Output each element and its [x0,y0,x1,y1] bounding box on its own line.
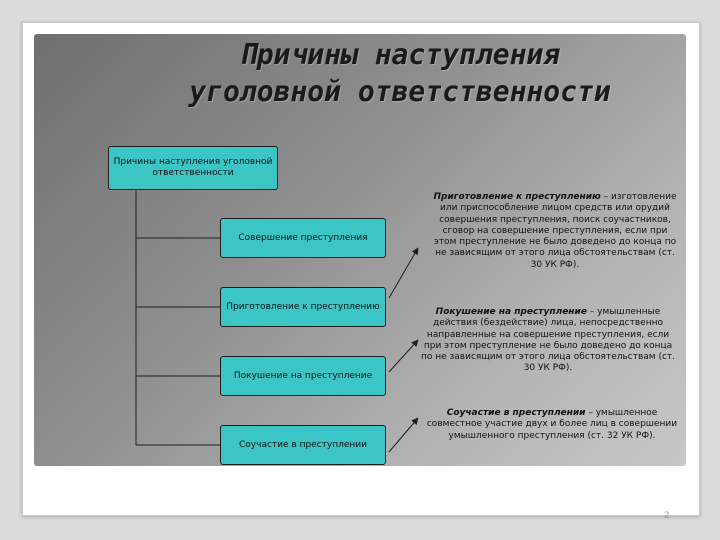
desc-attempt-text: – умышленные действия (бездействие) лица, непосредственно направленные на совершение преступления, если при этом преступление не было доведено до конца по не зависящим от этого лица обстоятельствам (ст. 30 УК РФ). [420,307,676,374]
arrow-attempt [389,340,418,372]
desc-complicity-text: – умышленное совместное участие двух и более лиц в совершении умышленного преступления (ст. 32 УК РФ). [426,408,678,441]
arrow-complicity [389,418,418,452]
box-preparation-label: Приготовление к преступлению [226,301,380,312]
box-complicity-label: Соучастие в преступлении [239,439,367,450]
desc-preparation [432,192,678,271]
arrow-preparation [389,248,418,298]
title-line-2: уголовной ответственности [189,75,611,108]
title-line-1: Причины наступления [239,38,561,71]
desc-attempt [418,307,678,375]
desc-complicity [426,408,678,442]
box-commission-label: Совершение преступления [238,232,368,243]
desc-preparation-term: Приготовление к преступлению [433,192,601,202]
desc-complicity-term: Соучастие в преступлении [446,408,586,418]
desc-attempt-term: Покушение на преступление [435,307,587,317]
root-cause-label: Причины наступления уголовной ответственности [113,157,273,178]
desc-preparation-text: – изготовление или приспособление лицом средств или орудий совершения преступления, поиск соучастников, сговор на совершение преступления, если при этом преступление не было доведено до конца по не зависящим от этого лица обстоятельствам (ст. 30 УК РФ). [433,192,677,270]
box-attempt-label: Покушение на преступление [233,370,373,381]
page-number: 2 [664,511,670,521]
